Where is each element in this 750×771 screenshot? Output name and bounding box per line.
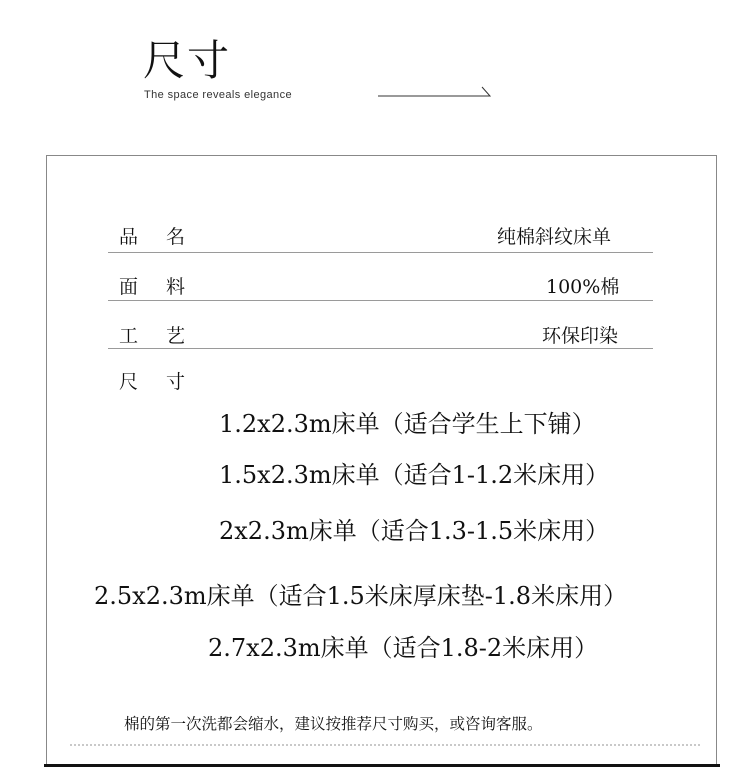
size-option: 1.5x2.3m床单（适合1-1.2米床用） (219, 461, 610, 489)
size-option: 2.7x2.3m床单（适合1.8-2米床用） (208, 634, 599, 662)
size-option: 1.2x2.3m床单（适合学生上下铺） (219, 410, 596, 438)
spec-value-name: 纯棉斜纹床单 (497, 226, 612, 248)
spec-value-process: 环保印染 (542, 325, 619, 347)
divider (108, 300, 653, 301)
dotted-divider (70, 744, 700, 746)
spec-label-size: 尺寸 (119, 371, 214, 393)
spec-value-fabric: 100%棉 (546, 276, 620, 298)
frame-bottom-rule (44, 764, 720, 767)
section-subtitle: The space reveals elegance (144, 89, 292, 101)
size-option: 2.5x2.3m床单（适合1.5米床厚床垫-1.8米床用） (94, 582, 628, 610)
divider (108, 252, 653, 253)
spec-label-name: 品名 (119, 226, 214, 248)
arrow-line-icon (378, 85, 496, 99)
divider (108, 348, 653, 349)
spec-label-fabric: 面料 (119, 276, 214, 298)
shrink-note: 棉的第一次洗都会缩水，建议按推荐尺寸购买，或咨询客服。 (124, 715, 543, 733)
size-option: 2x2.3m床单（适合1.3-1.5米床用） (219, 517, 610, 545)
section-title: 尺寸 (143, 36, 232, 85)
spec-label-process: 工艺 (119, 325, 214, 347)
